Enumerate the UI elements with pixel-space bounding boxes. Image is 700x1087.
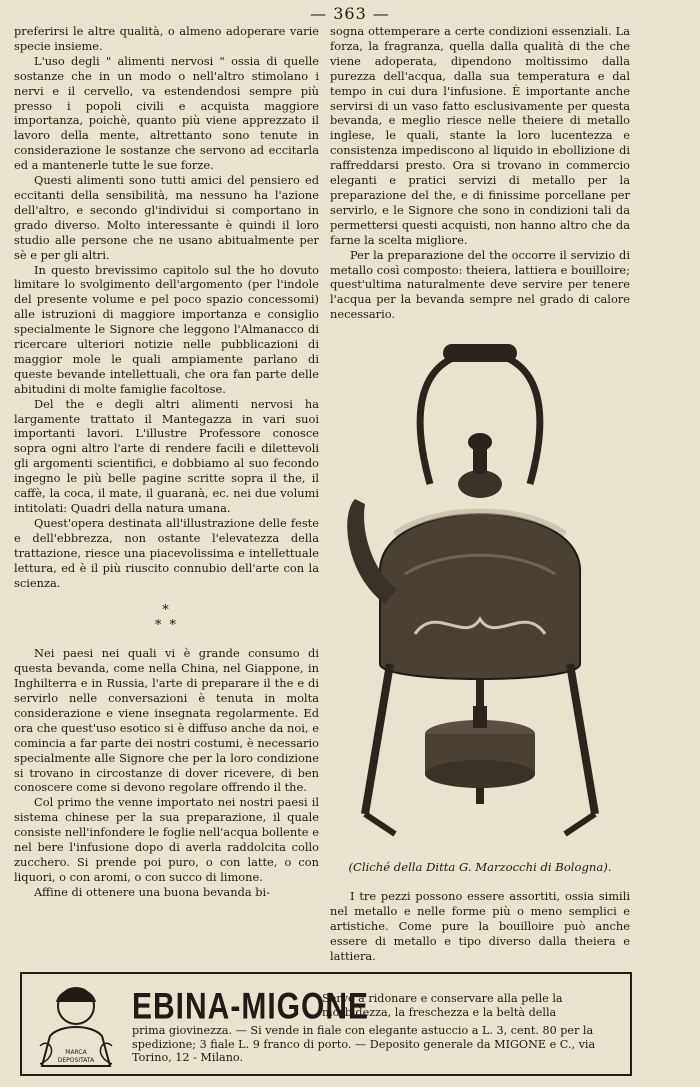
paragraph: Col primo the venne importato nei nostri paesi il sistema chinese per la sua preparazione, il quale consiste nell'infondere le foglie nell'acqua bollente e nel bere l'infusione dopo di averla raddolcita collo zucchero. Si prende poi puro, o con latte, o con liquori, o con aromi, o con succo di limone. [14, 795, 319, 884]
asterism-top: * [162, 603, 171, 619]
svg-text:DEPOSITATA: DEPOSITATA [57, 1057, 95, 1064]
paragraph: Nei paesi nei quali vi è grande consumo di questa bevanda, come nella China, nel Giappone, in Inghilterra e in Russia, l'arte di preparare il the e di servirlo nelle conversazioni è tenuta in molta considerazione e viene insegnata regolarmente. Ed ora che quest'uso esotico si è diffuso anche da noi, e comincia a far parte dei nostri costumi, è necessario specialmente alle Signore che per la loro condizione si trovano in circostanze di dover ricevere, di ben conoscere come si devono regolare offrendo il the. [14, 646, 319, 795]
tea-kettle-illustration [335, 334, 625, 854]
figure-caption: (Cliché della Ditta G. Marzocchi di Bologna). [348, 860, 612, 875]
paragraph: I tre pezzi possono essere assortiti, ossia simili nel metallo e nelle forme più o meno semplici e artistiche. Come pure la bouilloire può anche essere di metallo e tipo diverso dalla theiera e lattiera. [330, 889, 630, 963]
advertisement-box [20, 972, 632, 1076]
paragraph: preferirsi le altre qualità, o almeno adoperare varie specie insieme. [14, 24, 319, 53]
left-column [14, 24, 319, 900]
paragraph: Per la preparazione del the occorre il servizio di metallo così composto: theiera, lattiera e bouilloire; quest'ultima naturalmente deve servire per tenere l'acqua per la bevanda sempre nel grado di calore necessario. [330, 247, 630, 322]
page-number: — 363 — [310, 4, 390, 23]
paragraph: Questi alimenti sono tutti amici del pensiero ed eccitanti della sensibilità, ma nessuno ha l'azione dell'altro, e secondo gl'individui si comportano in grado diverso. Molto interessante è quindi il loro studio alle persone che ne usano abitualmente per sè e per gli altri. [14, 173, 319, 262]
right-column [330, 24, 630, 964]
ad-body: prima giovinezza. — Si vende in fiale con elegante astuccio a L. 3, cent. 80 per la spedizione; 3 fiale L. 9 franco di porto. — Deposito generale da MIGONE e C., via Torino, 12 - Milano. [132, 1024, 596, 1065]
ad-blurb: Serve a ridonare e conservare alla pelle la morbidezza, la freschezza e la beltà della [322, 992, 563, 1019]
asterism-bottom: * * [154, 618, 179, 634]
paragraph: Del the e degli altri alimenti nervosi ha largamente trattato il Mantegazza in vari suoi importanti lavori. L'illustre Professore conosce sopra ogni altro l'arte di rendere facili e dilettevoli gli argomenti scientifici, e dobbiamo al suo fecondo ingegno le più belle pagine scritte sopra il the, il caffè, la coca, il mate, il guaranà, ec. nei due volumi intitolati: Quadri della natura umana. [14, 396, 319, 515]
section-divider-asterism [14, 604, 319, 634]
paragraph: Quest'opera destinata all'illustrazione delle feste e dell'ebbrezza, non ostante l'elevatezza della trattazione, riesce una piacevolissima e intellettuale lettura, ed è il più riuscito connubio dell'arte con la scienza. [14, 515, 319, 590]
paragraph: In questo brevissimo capitolo sul the ho dovuto limitare lo svolgimento dell'argomento (per l'indole del presente volume e pel poco spazio concessomi) alle istruzioni di maggiore importanza e consiglio specialmente le Signore che leggono l'Almanacco di ricercare ulteriori notizie nelle pubblicazioni di maggior mole le quali ampiamente parlano di queste bevande intellettuali, che ora fan parte delle abitudini di molte famiglie facoltose. [14, 262, 319, 396]
lady-portrait-logo [30, 976, 122, 1074]
paragraph: Affine di ottenere una buona bevanda bi- [34, 884, 271, 899]
brand-name: EBINA-MIGONE [132, 986, 369, 1028]
paragraph: sogna ottemperare a certe condizioni essenziali. La forza, la fragranza, quella dalla qualità di the che viene adoperata, dipendono moltissimo dalla purezza dell'acqua, dalla sua temperatura e dal tempo in cui dura l'infusione. È importante anche servirsi di un vaso fatto esclusivamente per questa bevanda, e meglio riesce nelle theiere di metallo inglese, le quali, stante la loro lucentezza e consistenza impediscono al liquido in ebollizione di raffreddarsi presto. Ora si trovano in commercio eleganti e pratici servizi di metallo per la preparazione del the, e di finissime porcellane per servirlo, e le Signore che sono in condizioni tali da permettersi questi acquisti, non hanno altro che da farne la scelta migliore. [330, 24, 630, 247]
paragraph: L'uso degli " alimenti nervosi " ossia di quelle sostanze che in un modo o nell'altro stimolano i nervi e il cervello, va estendendosi sempre più presso i popoli civili e acquista maggiore importanza, poichè, quanto più viene apprezzato il lavoro della mente, altrettanto sono tenute in considerazione le sostanze che servono ad eccitarla ed a mantenerle tutte le sue forze. [14, 53, 319, 173]
svg-text:MARCA: MARCA [65, 1049, 87, 1056]
